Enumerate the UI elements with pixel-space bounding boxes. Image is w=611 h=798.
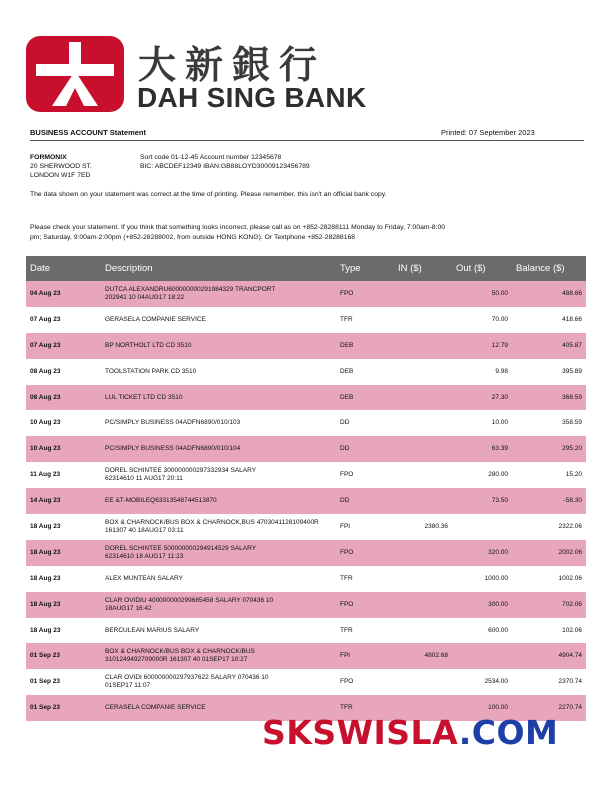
row-date: 08 Aug 23: [26, 385, 101, 411]
table-row: [26, 669, 586, 695]
statement-header: [30, 126, 582, 140]
table-row: [26, 514, 586, 540]
row-date: 18 Aug 23: [30, 574, 61, 582]
row-out: 70.00: [491, 315, 508, 323]
transactions-table: [26, 256, 586, 721]
row-type: FPO: [336, 281, 394, 307]
row-type: FPO: [336, 592, 394, 618]
row-description: BERCULEAN MARIUS SALARY: [105, 626, 200, 634]
row-description: BOX & CHARNOCK/BUS BOX & CHARNOCK,BUS 4703041128109400R 161307 40 18AUG17 03:11: [105, 518, 319, 534]
table-row: [26, 333, 586, 359]
row-description: CLAR OVIDIU 400000000299685458 SALARY 070436 10 18AUG17 16:42: [101, 592, 336, 618]
row-description: PC/SIMPLY BUSINESS 04ADFN6890/010/103: [105, 419, 241, 427]
header-divider: [30, 140, 584, 141]
row-out: 600.00: [488, 626, 508, 634]
row-out: 1000.00: [484, 574, 508, 582]
table-row: [26, 436, 586, 462]
table-header-row: [26, 256, 586, 281]
row-balance: 702.06: [512, 592, 586, 618]
row-type: FPO: [336, 540, 394, 566]
row-balance: 2322.06: [558, 522, 582, 530]
row-out: 2534.00: [484, 678, 508, 686]
table-row: [26, 410, 586, 436]
row-type: FPI: [340, 522, 351, 530]
table-row: [26, 488, 586, 514]
row-in: [394, 540, 452, 566]
row-out: 73.50: [452, 488, 512, 514]
row-balance: 368.59: [512, 385, 586, 411]
row-date: 10 Aug 23: [30, 419, 61, 427]
watermark-part-2: .COM: [458, 713, 559, 752]
row-type: DD: [336, 488, 394, 514]
row-out: 320.00: [452, 540, 512, 566]
account-details: [140, 153, 310, 171]
column-header-date: Date: [26, 256, 101, 281]
row-description: GERASELA COMPANIE SERVICE: [105, 315, 206, 323]
row-out: [452, 643, 512, 669]
row-in: [394, 436, 452, 462]
bic-iban: BIC: ABCDEF12349 IBAN:GB88LOYD30009123456789: [140, 163, 310, 170]
row-description: LUL TICKET LTD CD 3510: [101, 385, 336, 411]
row-balance: 418.66: [562, 315, 582, 323]
row-out: 10.00: [491, 419, 508, 427]
row-balance: 2270.74: [512, 695, 586, 721]
row-description: DOREL SCHINTEE 500000000294914529 SALARY 62314610 18 AUG17 11:23: [101, 540, 336, 566]
row-type: DD: [340, 419, 350, 427]
row-in: 4802.68: [394, 643, 452, 669]
row-out: 12.79: [452, 333, 512, 359]
row-date: 01 Sep 23: [26, 695, 101, 721]
column-header-type: Type: [336, 256, 394, 281]
row-description: PC/SIMPLY BUSINESS 04ADFN6890/010/104: [101, 436, 336, 462]
statement-title: BUSINESS ACCOUNT Statement: [30, 128, 146, 137]
table-row: [26, 385, 586, 411]
column-header-balance: Balance ($): [512, 256, 586, 281]
row-balance: 2002.06: [512, 540, 586, 566]
row-in: [394, 566, 452, 592]
row-type: DD: [336, 436, 394, 462]
row-type: TFR: [340, 315, 353, 323]
row-type: FPO: [340, 678, 354, 686]
row-date: 18 Aug 23: [26, 540, 101, 566]
table-row: [26, 618, 586, 644]
row-date: 07 Aug 23: [30, 315, 61, 323]
table-row: [26, 359, 586, 385]
row-out: 100.00: [452, 695, 512, 721]
table-row: [26, 307, 586, 333]
row-date: 18 Aug 23: [26, 592, 101, 618]
row-type: DEB: [340, 367, 354, 375]
row-description: DUTCA ALEXANDRU600000000291984329 TRANCPORT 202941 10 04AUG17 18:22: [101, 281, 336, 307]
row-out: 27.30: [452, 385, 512, 411]
row-date: 07 Aug 23: [26, 333, 101, 359]
row-type: FPO: [340, 471, 354, 479]
row-date: 04 Aug 23: [26, 281, 101, 307]
row-date: 10 Aug 23: [26, 436, 101, 462]
address-line-1: 20 SHERWOOD ST.: [30, 163, 92, 170]
table-row: [26, 592, 586, 618]
row-date: 18 Aug 23: [30, 522, 61, 530]
row-balance: 102.06: [562, 626, 582, 634]
row-in: [394, 592, 452, 618]
row-balance: 488.66: [512, 281, 586, 307]
row-description: CERASELA COMPANIE SERVICE: [101, 695, 336, 721]
row-in: [394, 618, 452, 644]
row-out: 9.98: [495, 367, 508, 375]
row-type: FPI: [336, 643, 394, 669]
row-in: [394, 359, 452, 385]
column-header-out: Out ($): [452, 256, 512, 281]
contact-note: Please check your statement. If you think that something looks incorrect, please call as on +852-28288111 Monday to Friday, 7:00am-8:00 pm; Saturday, 9:00am-2:00pm (+852-28288002, from outside HONG KONG). Or Textphone +852-28288168: [30, 224, 446, 241]
watermark-part-1: SKSWISLA: [262, 713, 459, 752]
table-row: [26, 643, 586, 669]
row-type: DEB: [336, 385, 394, 411]
row-in: [394, 669, 452, 695]
row-description: ALEX MUNTEAN SALARY: [105, 574, 183, 582]
row-in: [394, 488, 452, 514]
table-row: [26, 566, 586, 592]
row-out: 300.00: [452, 592, 512, 618]
row-balance: 295.20: [512, 436, 586, 462]
row-balance: 4904.74: [512, 643, 586, 669]
row-in: [394, 410, 452, 436]
accuracy-note: The data shown on your statement was correct at the time of printing. Please remember, this isn't an official bank copy.: [30, 191, 387, 198]
row-date: 01 Sep 23: [30, 678, 60, 686]
dah-sing-logo-icon: [26, 36, 124, 112]
column-header-description: Description: [101, 256, 336, 281]
row-in: [394, 385, 452, 411]
company-name: FORMONIX: [30, 154, 67, 161]
row-balance: 395.89: [562, 367, 582, 375]
brand-name-chinese: 大新銀行: [138, 43, 327, 87]
row-type: TFR: [340, 574, 353, 582]
row-description: DOREL SCHINTEE 300000000297332934 SALARY 62314610 11 AUG17 20:11: [105, 467, 257, 483]
row-balance: 15.20: [565, 471, 582, 479]
row-date: 18 Aug 23: [30, 626, 61, 634]
row-date: 14 Aug 23: [26, 488, 101, 514]
row-date: 01 Sep 23: [26, 643, 101, 669]
row-description: BOX & CHARNOCK/BUS BOX & CHARNOCK/BUS 3101249492709000R 161307 40 01SEP17 10:27: [101, 643, 336, 669]
row-description: CLAR OVIDI 600000000297937622 SALARY 070436 10 01SEP17 11:07: [105, 674, 269, 690]
row-in: [394, 307, 452, 333]
row-type: TFR: [340, 626, 353, 634]
row-date: 08 Aug 23: [30, 367, 61, 375]
row-balance: 405.87: [512, 333, 586, 359]
row-description: EE &T-MOBILEQ63313548744513870: [101, 488, 336, 514]
row-in: [394, 281, 452, 307]
row-balance: -58.30: [512, 488, 586, 514]
row-out: 280.00: [488, 471, 508, 479]
row-balance: 2370.74: [558, 678, 582, 686]
row-out: 63.39: [452, 436, 512, 462]
table-row: [26, 462, 586, 488]
row-balance: 1002.06: [558, 574, 582, 582]
brand-name-english: DAH SING BANK: [137, 82, 367, 113]
sort-code-account-number: Sort code 01-12-45 Account number 12345678: [140, 154, 282, 161]
address-line-2: LONDON W1F 7ED: [30, 172, 91, 179]
row-out: 50.00: [452, 281, 512, 307]
row-balance: 358.59: [562, 419, 582, 427]
table-row: [26, 281, 586, 307]
row-date: 11 Aug 23: [30, 471, 61, 479]
column-header-in: IN ($): [394, 256, 452, 281]
row-out: [452, 514, 512, 540]
row-in: 2380.36: [424, 522, 448, 530]
row-in: [394, 333, 452, 359]
row-description: TOOLSTATION PARK CD 3510: [105, 367, 197, 375]
watermark: [262, 713, 558, 752]
table-row: [26, 540, 586, 566]
row-type: DEB: [336, 333, 394, 359]
row-in: [394, 462, 452, 488]
printed-date: Printed: 07 September 2023: [441, 128, 535, 137]
row-description: BP NORTHOLT LTD CD 3510: [101, 333, 336, 359]
customer-address: [30, 153, 92, 180]
row-type: TFR: [336, 695, 394, 721]
